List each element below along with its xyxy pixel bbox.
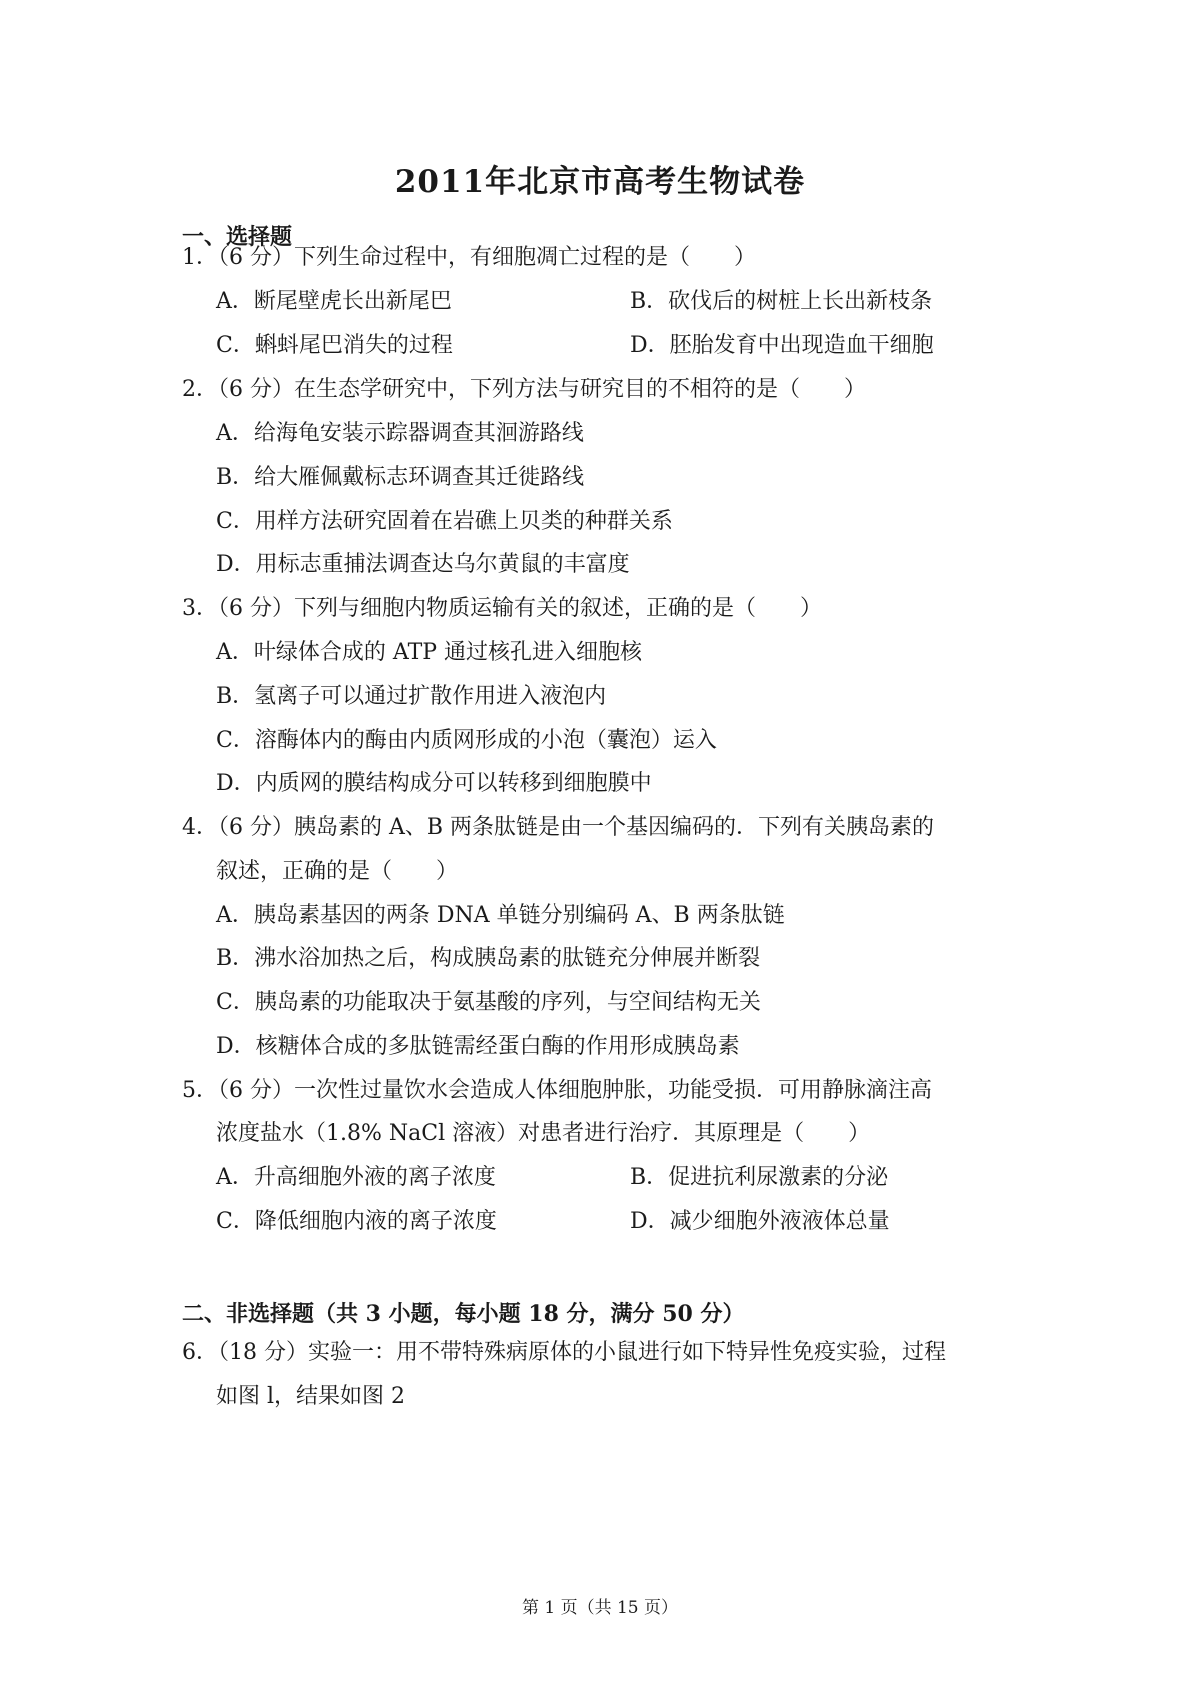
question-5-option-c: C．降低细胞内液的离子浓度 [216,1209,497,1234]
question-3-option-a: A．叶绿体合成的 ATP 通过核孔进入细胞核 [216,640,643,665]
question-1-option-a: A．断尾壁虎长出新尾巴 [216,289,452,314]
question-2-option-a: A．给海龟安装示踪器调查其洄游路线 [216,421,584,446]
question-2-stem: 2．（6 分）在生态学研究中，下列方法与研究目的不相符的是（ ） [182,377,866,402]
section-heading-choice: 一、选择题 [182,224,293,250]
question-1-option-d: D．胚胎发育中出现造血干细胞 [630,333,934,358]
section-heading-nonchoice: 二、非选择题（共 3 小题，每小题 18 分，满分 50 分） [182,1301,745,1327]
question-5-stem-line-1: 5．（6 分）一次性过量饮水会造成人体细胞肿胀，功能受损．可用静脉滴注高 [182,1078,932,1103]
question-1-stem: 1．（6 分）下列生命过程中，有细胞凋亡过程的是（ ） [182,245,756,270]
question-4-stem-line-1: 4．（6 分）胰岛素的 A、B 两条肽链是由一个基因编码的．下列有关胰岛素的 [182,815,935,840]
question-5-option-a: A．升高细胞外液的离子浓度 [216,1165,496,1190]
question-3-option-b: B．氢离子可以通过扩散作用进入液泡内 [216,684,607,709]
question-5-option-d: D．减少细胞外液液体总量 [630,1209,890,1234]
question-2-option-c: C．用样方法研究固着在岩礁上贝类的种群关系 [216,509,673,534]
question-3-option-c: C．溶酶体内的酶由内质网形成的小泡（囊泡）运入 [216,728,717,753]
question-4-stem-line-2: 叙述，正确的是（ ） [216,859,459,884]
question-4-option-a: A．胰岛素基因的两条 DNA 单链分别编码 A、B 两条肽链 [216,903,785,928]
page-title: 2011年北京市高考生物试卷 [394,164,806,200]
page-footer: 第 1 页（共 15 页） [521,1598,679,1618]
question-4-option-b: B．沸水浴加热之后，构成胰岛素的肽链充分伸展并断裂 [216,946,761,971]
question-4-option-c: C．胰岛素的功能取决于氨基酸的序列，与空间结构无关 [216,990,761,1015]
question-6-stem-line-1: 6．（18 分）实验一：用不带特殊病原体的小鼠进行如下特异性免疫实验，过程 [182,1340,946,1365]
question-2-option-b: B．给大雁佩戴标志环调查其迁徙路线 [216,465,585,490]
question-3-stem: 3．（6 分）下列与细胞内物质运输有关的叙述，正确的是（ ） [182,596,822,621]
question-2-option-d: D．用标志重捕法调查达乌尔黄鼠的丰富度 [216,552,630,577]
question-6-stem-line-2: 如图 l，结果如图 2 [216,1384,406,1409]
question-4-option-d: D．核糖体合成的多肽链需经蛋白酶的作用形成胰岛素 [216,1034,740,1059]
question-3-option-d: D．内质网的膜结构成分可以转移到细胞膜中 [216,771,652,796]
question-1-option-c: C．蝌蚪尾巴消失的过程 [216,333,453,358]
question-5-stem-line-2: 浓度盐水（1.8% NaCl 溶液）对患者进行治疗．其原理是（ ） [216,1121,871,1146]
question-1-option-b: B．砍伐后的树桩上长出新枝条 [630,289,933,314]
question-5-option-b: B．促进抗利尿激素的分泌 [630,1165,889,1190]
